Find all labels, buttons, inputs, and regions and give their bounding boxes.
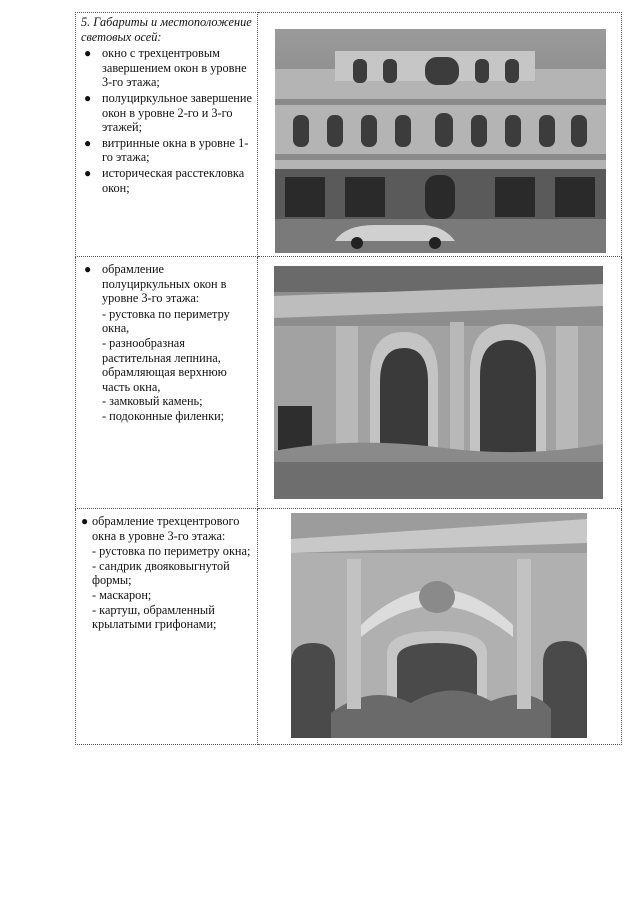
facade-photo <box>275 29 606 253</box>
bullet-icon: ● <box>84 135 92 150</box>
ornamented-window-photo <box>291 513 587 738</box>
bullet-icon: ● <box>84 90 92 105</box>
sub-list <box>81 307 253 424</box>
list-item <box>81 46 253 90</box>
list-item <box>81 136 253 165</box>
arched-windows-photo <box>274 266 603 499</box>
sub-item: - рустовка по периметру окна; <box>92 544 251 559</box>
sub-item: - сандрик двояковыгнутой формы; <box>92 558 230 588</box>
list-item-text: витринные окна в уровне 1-го этажа; <box>102 135 249 165</box>
sub-item: - подоконные филенки; <box>102 408 225 423</box>
document-table <box>75 12 622 745</box>
list-item <box>81 166 253 195</box>
table-row <box>76 13 622 257</box>
sub-item: - разнообразная растительная лепнина, обрамляющая верхнюю часть окна, <box>102 335 227 394</box>
bullet-icon: ● <box>84 46 92 61</box>
list-item <box>81 91 253 135</box>
bullet-icon: ● <box>81 514 89 528</box>
section-heading: 5. Габариты и местоположение световых осей: <box>81 15 252 44</box>
photo-cell <box>258 13 622 257</box>
list-item-text: полуциркульное завершение окон в уровне 2-го и 3-го этажей; <box>102 90 252 135</box>
text-cell <box>76 257 258 509</box>
photo-cell <box>258 257 622 509</box>
sub-list <box>81 544 253 632</box>
photo-cell <box>258 509 622 745</box>
sub-item: - замковый камень; <box>102 394 203 409</box>
text-cell <box>76 13 258 257</box>
list-item-text: окно с трехцентровым завершением окон в уровне 3-го этажа; <box>102 46 247 90</box>
list-item-text: обрамление полуциркульных окон в уровне 3-го этажа: <box>102 262 227 306</box>
bullet-icon: ● <box>84 165 92 180</box>
list-item-text: обрамление трехцентрового окна в уровне 3-го этажа: <box>92 514 240 543</box>
sub-item: - рустовка по периметру окна, <box>102 306 230 336</box>
bullet-icon: ● <box>84 262 92 276</box>
bullet-list <box>81 46 253 195</box>
table-row <box>76 257 622 509</box>
list-item <box>81 262 253 306</box>
text-cell <box>76 509 258 745</box>
list-item <box>81 514 253 543</box>
bullet-list <box>81 514 253 543</box>
sub-item: - картуш, обрамленный крылатыми грифонами; <box>92 602 217 632</box>
bullet-list <box>81 262 253 306</box>
table-row <box>76 509 622 745</box>
list-item-text: историческая расстекловка окон; <box>102 165 245 195</box>
sub-item: - маскарон; <box>92 587 152 602</box>
